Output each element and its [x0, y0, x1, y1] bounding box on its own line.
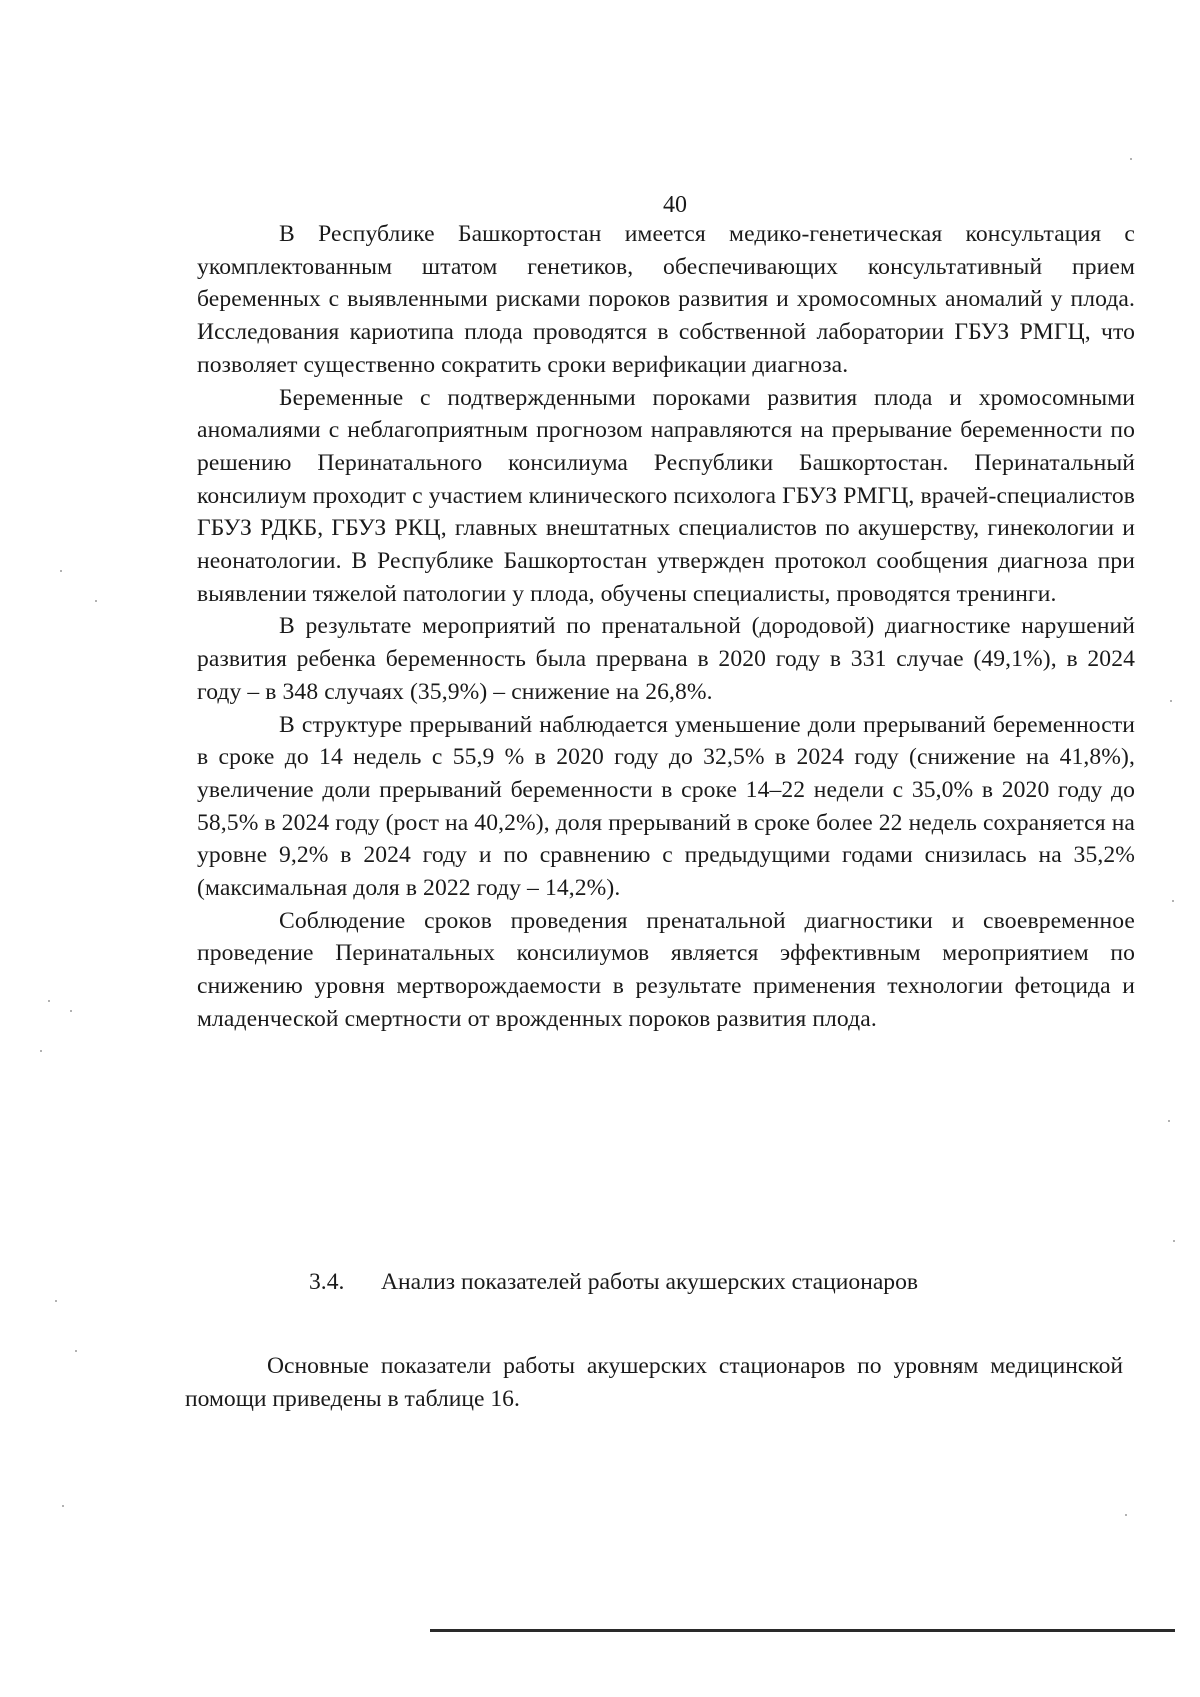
body-text [197, 218, 1135, 1036]
scan-speck [1172, 900, 1174, 902]
paragraph: В структуре прерываний наблюдается уменьшение доли прерываний беременности в сроке до 14 недель с 55,9 % в 2020 году до 32,5% в 2024 году (снижение на 41,8%), увеличение доли прерываний беременности в сроке 14–22 недели с 35,0% в 2020 году до 58,5% в 2024 году (рост на 40,2%), доля прерываний в сроке более 22 недель сохраняется на уровне 9,2% в 2024 году и по сравнению с предыдущими годами снизилась на 35,2% (максимальная доля в 2022 году – 14,2%). [197, 711, 1135, 902]
closing-text [185, 1350, 1123, 1416]
scan-speck [1173, 1240, 1175, 1242]
scan-speck [55, 1300, 57, 1302]
scan-speck [40, 1050, 42, 1052]
paragraph: В Республике Башкортостан имеется медико-генетическая консультация с укомплектованным штатом генетиков, обеспечивающих консультативный прием беременных с выявленными рисками пороков развития и хромосомных аномалий у плода. Исследования кариотипа плода проводятся в собственной лаборатории ГБУЗ РМГЦ, что позволяет существенно сократить сроки верификации диагноза. [197, 221, 1135, 378]
scan-speck [1130, 158, 1132, 160]
scan-speck [60, 570, 62, 572]
scan-speck [62, 1505, 64, 1507]
scan-speck [70, 1010, 72, 1012]
footer-rule [430, 1629, 1175, 1632]
section-heading [309, 1266, 918, 1298]
scan-speck [95, 600, 97, 602]
scan-speck [75, 1350, 77, 1352]
scan-speck [1170, 700, 1172, 702]
scan-speck [48, 1000, 50, 1002]
paragraph: Соблюдение сроков проведения пренатальной диагностики и своевременное проведение Перинатальных консилиумов является эффективным мероприятием по снижению уровня мертворождаемости в результате применения технологии фетоцида и младенческой смертности от врожденных пороков развития плода. [197, 907, 1135, 1032]
section-number: 3.4. [309, 1269, 345, 1295]
scan-speck [1125, 1514, 1127, 1516]
scan-speck [1168, 1120, 1170, 1122]
section-title: Анализ показателей работы акушерских стационаров [381, 1269, 919, 1295]
paragraph: Основные показатели работы акушерских стационаров по уровням медицинской помощи приведены в таблице 16. [185, 1353, 1123, 1412]
paragraph: Беременные с подтвержденными пороками развития плода и хромосомными аномалиями с неблагоприятным прогнозом направляются на прерывание беременности по решению Перинатального консилиума Республики Башкортостан. Перинатальный консилиум проходит с участием клинического психолога ГБУЗ РМГЦ, врачей-специалистов ГБУЗ РДКБ, ГБУЗ РКЦ, главных внештатных специалистов по акушерству, гинекологии и неонатологии. В Республике Башкортостан утвержден протокол сообщения диагноза при выявлении тяжелой патологии у плода, обучены специалисты, проводятся тренинги. [197, 384, 1135, 607]
paragraph: В результате мероприятий по пренатальной (дородовой) диагностике нарушений развития ребенка беременность была прервана в 2020 году в 331 случае (49,1%), в 2024 году – в 348 случаях (35,9%) – снижение на 26,8%. [197, 613, 1135, 705]
page-number: 40 [663, 192, 687, 218]
